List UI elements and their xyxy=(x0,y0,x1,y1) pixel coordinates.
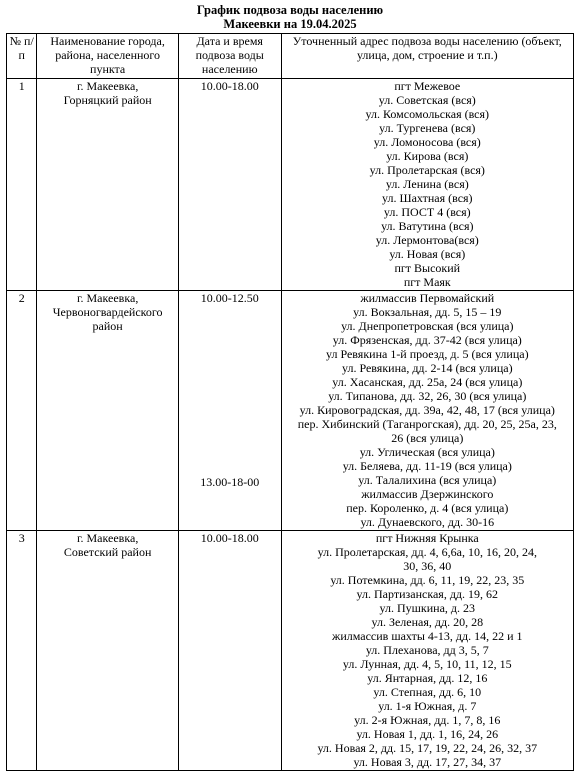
header-num: № п/п xyxy=(7,34,37,79)
address-line: ул. Ватутина (вся) xyxy=(381,219,474,233)
address-line: ул. Степная, дд. 6, 10 xyxy=(373,685,482,699)
address-line: ул. Вокзальная, дд. 5, 15 – 19 xyxy=(353,305,502,319)
address-line: ул. Хасанская, дд. 25а, 24 (вся улица) xyxy=(332,375,523,389)
row-city xyxy=(37,291,178,531)
address-line: пгт Межевое xyxy=(394,79,461,93)
address-line: ул. Ленина (вся) xyxy=(385,177,469,191)
address-line: ул. Пролетарская, дд. 4, 6,6а, 10, 16, 20, 24, xyxy=(317,545,537,559)
address-line: 30, 36, 40 xyxy=(403,559,452,573)
row-num: 1 xyxy=(7,79,37,291)
title-line-1: График подвоза воды населению xyxy=(196,3,384,17)
address-line: ул. Плеханова, дд 3, 5, 7 xyxy=(365,643,489,657)
document-title xyxy=(0,3,580,31)
address-line: ул. Типанова, дд. 32, 26, 30 (вся улица) xyxy=(328,389,527,403)
address-line: ул. Лунная, дд. 4, 5, 10, 11, 12, 15 xyxy=(342,657,512,671)
address-line: пер. Хибинский (Таганрогская), дд. 20, 25, 25а, 23, xyxy=(297,417,557,431)
city-line: г. Макеевка, xyxy=(76,79,139,93)
address-line: ул. Новая 3, дд. 17, 27, 34, 37 xyxy=(353,755,502,769)
address-line: ул. Беляева, дд. 11-19 (вся улица) xyxy=(342,459,512,473)
water-schedule-table xyxy=(6,33,574,771)
address-line: ул. Кирова (вся) xyxy=(386,149,469,163)
address-line: ул. Пушкина, д. 23 xyxy=(379,601,476,615)
table-row xyxy=(7,79,574,291)
row-time xyxy=(178,291,281,531)
city-line: Червоногвардейского xyxy=(52,305,163,319)
address-line: ул. Партизанская, дд. 19, 62 xyxy=(356,587,499,601)
title-line-2: Макеевки на 19.04.2025 xyxy=(223,17,357,31)
address-line: ул. Советская (вся) xyxy=(378,93,476,107)
row-city xyxy=(37,531,178,771)
table-header-row xyxy=(7,34,574,79)
time-slot-2: 13.00-18-00 xyxy=(200,475,260,489)
address-line: ул. Комсомольская (вся) xyxy=(365,107,490,121)
city-line: Советский район xyxy=(63,545,152,559)
address-line: ул. Днепропетровская (вся улица) xyxy=(341,319,514,333)
address-line: ул. Тургенева (вся) xyxy=(379,121,476,135)
address-line: ул. Новая 2, дд. 15, 17, 19, 22, 24, 26, 32, 37 xyxy=(317,741,538,755)
table-row xyxy=(7,291,574,531)
address-line: ул. 1-я Южная, д. 7 xyxy=(378,699,477,713)
time-slot-1: 10.00-12.50 xyxy=(200,291,259,305)
address-line: ул. Потемкина, дд. 6, 11, 19, 22, 23, 35 xyxy=(330,573,525,587)
header-time: Дата и время подвоза воды населению xyxy=(178,34,281,79)
row-addresses xyxy=(281,291,573,531)
row-city xyxy=(37,79,178,291)
address-line: ул. Ломоносова (вся) xyxy=(373,135,481,149)
address-line: ул. Янтарная, дд. 12, 16 xyxy=(367,671,488,685)
address-line: ул. Кировоградская, дд. 39а, 42, 48, 17 (вся улица) xyxy=(299,403,555,417)
row-num: 2 xyxy=(7,291,37,531)
row-time: 10.00-18.00 xyxy=(178,79,281,291)
header-city: Наименование города, района, населенного пункта xyxy=(37,34,178,79)
address-line: 26 (вся улица) xyxy=(391,431,464,445)
row-addresses xyxy=(281,79,573,291)
address-line: ул. Пролетарская (вся) xyxy=(369,163,485,177)
row-num: 3 xyxy=(7,531,37,771)
city-line: г. Макеевка, xyxy=(76,531,139,545)
address-line: ул. Углическая (вся улица) xyxy=(359,445,495,459)
city-line: г. Макеевка, xyxy=(76,291,139,305)
address-line: ул Ревякина 1-й проезд, д. 5 (вся улица) xyxy=(325,347,529,361)
address-line: пгт Маяк xyxy=(403,275,451,289)
city-line: Горняцкий район xyxy=(63,93,152,107)
address-line: жилмассив шахты 4-13, дд. 14, 22 и 1 xyxy=(332,629,523,643)
address-line: ул. Талалихина (вся улица) xyxy=(358,473,497,487)
address-line: ул. Лермонтова(вся) xyxy=(375,233,479,247)
header-address: Уточненный адрес подвоза воды населению (объект, улица, дом, строение и т.п.) xyxy=(281,34,573,79)
address-line: ул. Шахтная (вся) xyxy=(382,191,473,205)
address-line: жилмассив Дзержинского xyxy=(361,487,494,501)
address-line: пгт Нижняя Крынка xyxy=(375,531,479,545)
address-line: ул. Новая (вся) xyxy=(389,247,466,261)
address-line: ул. Зеленая, дд. 20, 28 xyxy=(371,615,484,629)
address-line: ул. ПОСТ 4 (вся) xyxy=(383,205,471,219)
address-line: пгт Высокий xyxy=(394,261,461,275)
address-line: пер. Короленко, д. 4 (вся улица) xyxy=(346,501,509,515)
address-line: ул. Дунаевского, дд. 30-16 xyxy=(360,515,495,529)
address-line: ул. 2-я Южная, дд. 1, 7, 8, 16 xyxy=(354,713,501,727)
address-line: ул. Ревякина, дд. 2-14 (вся улица) xyxy=(341,361,513,375)
address-line: ул. Фрязенская, дд. 37-42 (вся улица) xyxy=(332,333,522,347)
address-line: жилмассив Первомайский xyxy=(360,291,495,305)
city-line: район xyxy=(92,319,123,333)
row-addresses xyxy=(281,531,573,771)
row-time: 10.00-18.00 xyxy=(178,531,281,771)
table-row xyxy=(7,531,574,771)
address-line: ул. Новая 1, дд. 1, 16, 24, 26 xyxy=(356,727,499,741)
